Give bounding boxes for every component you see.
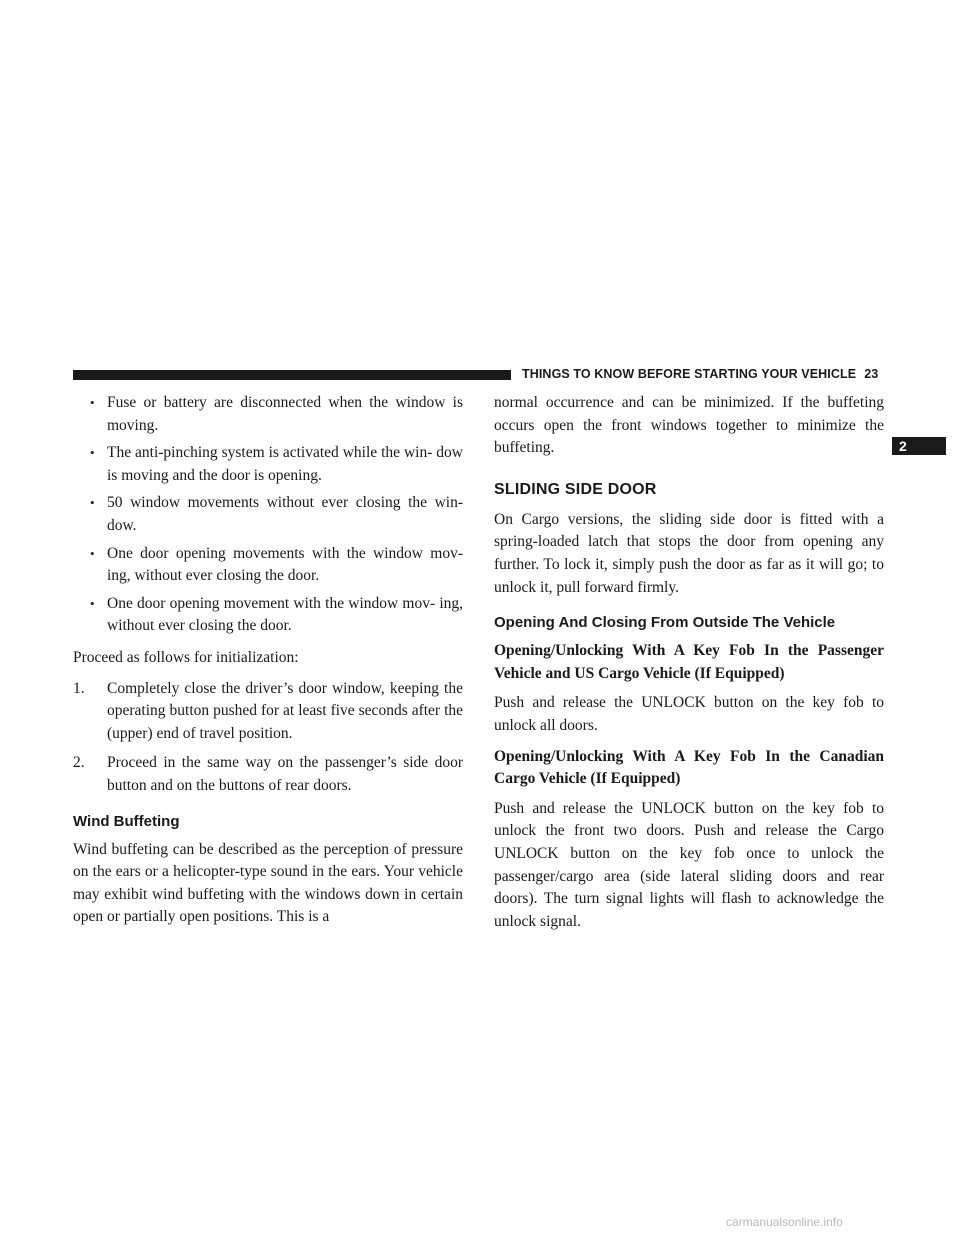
step-number: 1. xyxy=(73,679,85,697)
outside-vehicle-heading: Opening And Closing From Outside The Vehicle xyxy=(494,614,836,632)
page-number: 23 xyxy=(864,367,879,381)
step-number: 2. xyxy=(73,754,85,772)
sliding-side-door-heading: SLIDING SIDE DOOR xyxy=(494,480,657,498)
bullet-text: Fuse or battery are disconnected when the window is moving. xyxy=(107,394,463,434)
passenger-unlock-heading: Opening/Unlocking With A Key Fob In the Passenger Vehicle and US Cargo Vehicle (If Equipped) xyxy=(494,642,884,682)
wind-buffeting-text: Wind buffeting can be described as the perception of pressure on the ears or a helicopter-type sound in the ears. Your vehicle may exhibit wind buffeting with the windows down in certain open or partially open positions. This is a xyxy=(73,840,463,926)
header-rule xyxy=(73,370,511,380)
canadian-unlock-text: Push and release the UNLOCK button on the key fob to unlock the front two doors. Push and release the Cargo UNLOCK button on the key fob once to unlock the passenger/cargo area (side lateral sliding doors and rear doors). The turn signal lights will flash to acknowledge the unlock signal. xyxy=(494,799,884,930)
bullet-item xyxy=(73,492,463,537)
running-header xyxy=(522,367,878,381)
sliding-side-door-text: On Cargo versions, the sliding side door is fitted with a spring-loaded latch that stops the door from opening any further. To lock it, simply push the door as far as it will go; to unlock it, pull forward firmly. xyxy=(494,510,884,596)
bullet-item xyxy=(73,392,463,437)
bullet-icon: • xyxy=(90,595,95,611)
bullet-icon: • xyxy=(90,395,95,410)
step-text: Proceed in the same way on the passenger’s side door button and on the buttons of rear doors. xyxy=(107,754,463,794)
bullet-icon: • xyxy=(90,495,95,511)
right-column xyxy=(494,392,884,941)
bullet-icon: • xyxy=(90,545,95,561)
bullet-text: 50 window movements without ever closing the win- dow. xyxy=(107,494,463,534)
init-intro: Proceed as follows for initialization: xyxy=(73,648,299,666)
wind-buffeting-heading: Wind Buffeting xyxy=(73,812,180,830)
step-item xyxy=(73,678,463,746)
step-text: Completely close the driver’s door window, keeping the operating button pushed for at least five seconds after the (upper) end of travel position. xyxy=(107,679,463,742)
header-title: THINGS TO KNOW BEFORE STARTING YOUR VEHICLE xyxy=(522,367,857,381)
bullet-text: The anti-pinching system is activated while the win- dow is moving and the door is opening. xyxy=(107,444,463,484)
bullet-text: One door opening movements with the window mov- ing, without ever closing the door. xyxy=(107,544,463,585)
passenger-unlock-text: Push and release the UNLOCK button on the key fob to unlock all doors. xyxy=(494,694,884,734)
bullet-text: One door opening movement with the window mov- ing, without ever closing the door. xyxy=(107,594,463,635)
bullet-item xyxy=(73,442,463,487)
bullet-item xyxy=(73,593,463,638)
left-column xyxy=(73,392,463,937)
bullet-item xyxy=(73,543,463,588)
step-item xyxy=(73,752,463,797)
canadian-unlock-heading: Opening/Unlocking With A Key Fob In the Canadian Cargo Vehicle (If Equipped) xyxy=(494,747,884,788)
chapter-tab: 2 xyxy=(892,437,946,455)
wind-buffeting-continued: normal occurrence and can be minimized. If the buffeting occurs open the front windows together to minimize the buffeting. xyxy=(494,394,884,457)
watermark: carmanualsonline.info xyxy=(726,1215,843,1229)
bullet-icon: • xyxy=(90,445,95,461)
